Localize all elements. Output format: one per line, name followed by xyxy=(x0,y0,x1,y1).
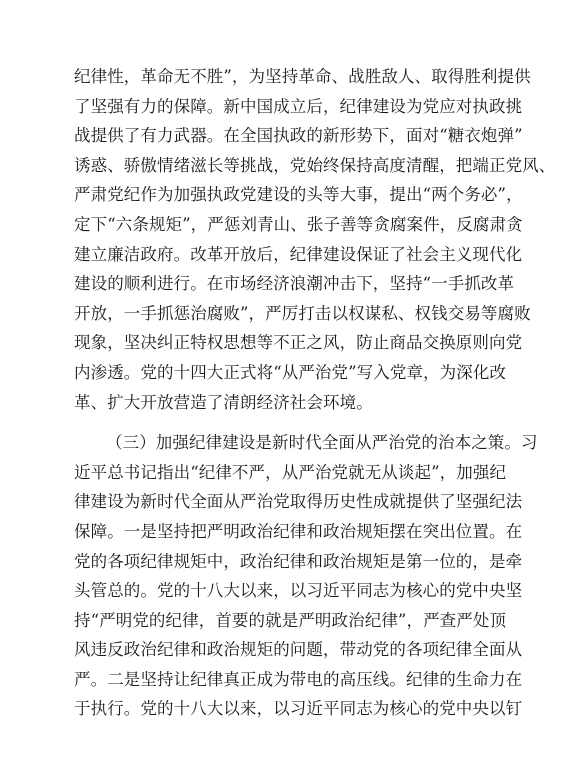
text-line: 纪律性，革命无不胜”，为坚持革命、战胜敌人、取得胜利提供 xyxy=(74,67,531,86)
text-line: 近平总书记指出“纪律不严，从严治党就无从谈起”，加强纪 xyxy=(74,462,507,482)
document-page xyxy=(74,62,556,724)
text-line: 定下“六条规矩”，严惩刘青山、张子善等贪腐案件，反腐肃贪 xyxy=(74,214,523,234)
text-line: 风违反政治纪律和政治规矩的问题，带动党的各项纪律全面从 xyxy=(74,640,523,660)
paragraph-1 xyxy=(74,62,556,417)
text-line: 党的各项纪律规矩中，政治纪律和政治规矩是第一位的，是牵 xyxy=(74,551,523,571)
paragraph-gap xyxy=(74,417,512,428)
text-line: 于执行。党的十八大以来，以习近平同志为核心的党中央以钉 xyxy=(74,699,523,719)
text-line: 头管总的。党的十八大以来，以习近平同志为核心的党中央坚 xyxy=(74,581,523,601)
text-line: 严。二是坚持让纪律真正成为带电的高压线。纪律的生命力在 xyxy=(74,669,523,689)
paragraph-2 xyxy=(74,428,538,724)
text-line: 内渗透。党的十四大正式将“从严治党”写入党章，为深化改 xyxy=(74,362,507,382)
text-line: 建设的顺利进行。在市场经济浪潮冲击下，坚持“一手抓改革 xyxy=(74,274,515,294)
text-line: 诱惑、骄傲情绪滋长等挑战，党始终保持高度清醒，把端正党风、 xyxy=(74,155,556,175)
text-line-first-indented: （三）加强纪律建设是新时代全面从严治党的治本之策。习 xyxy=(106,433,538,453)
text-line: 现象，坚决纠正特权思想等不正之风，防止商品交换原则向党 xyxy=(74,333,523,353)
text-line: 建立廉洁政府。改革开放后，纪律建设保证了社会主义现代化 xyxy=(74,244,523,264)
text-line: 了坚强有力的保障。新中国成立后，纪律建设为党应对执政挑 xyxy=(74,96,523,116)
text-line: 保障。一是坚持把严明政治纪律和政治规矩摆在突出位置。在 xyxy=(74,521,523,541)
text-line: 开放，一手抓惩治腐败”，严厉打击以权谋私、权钱交易等腐败 xyxy=(74,303,531,323)
text-line: 战提供了有力武器。在全国执政的新形势下，面对“糖衣炮弹” xyxy=(74,126,523,146)
text-line: 律建设为新时代全面从严治党取得历史性成就提供了坚强纪法 xyxy=(74,492,523,512)
text-line: 持“严明党的纪律，首要的就是严明政治纪律”，严查严处顶 xyxy=(74,610,507,630)
text-line: 严肃党纪作为加强执政党建设的头等大事，提出“两个务必”， xyxy=(74,185,523,205)
text-line: 革、扩大开放营造了清朗经济社会环境。 xyxy=(74,392,373,412)
